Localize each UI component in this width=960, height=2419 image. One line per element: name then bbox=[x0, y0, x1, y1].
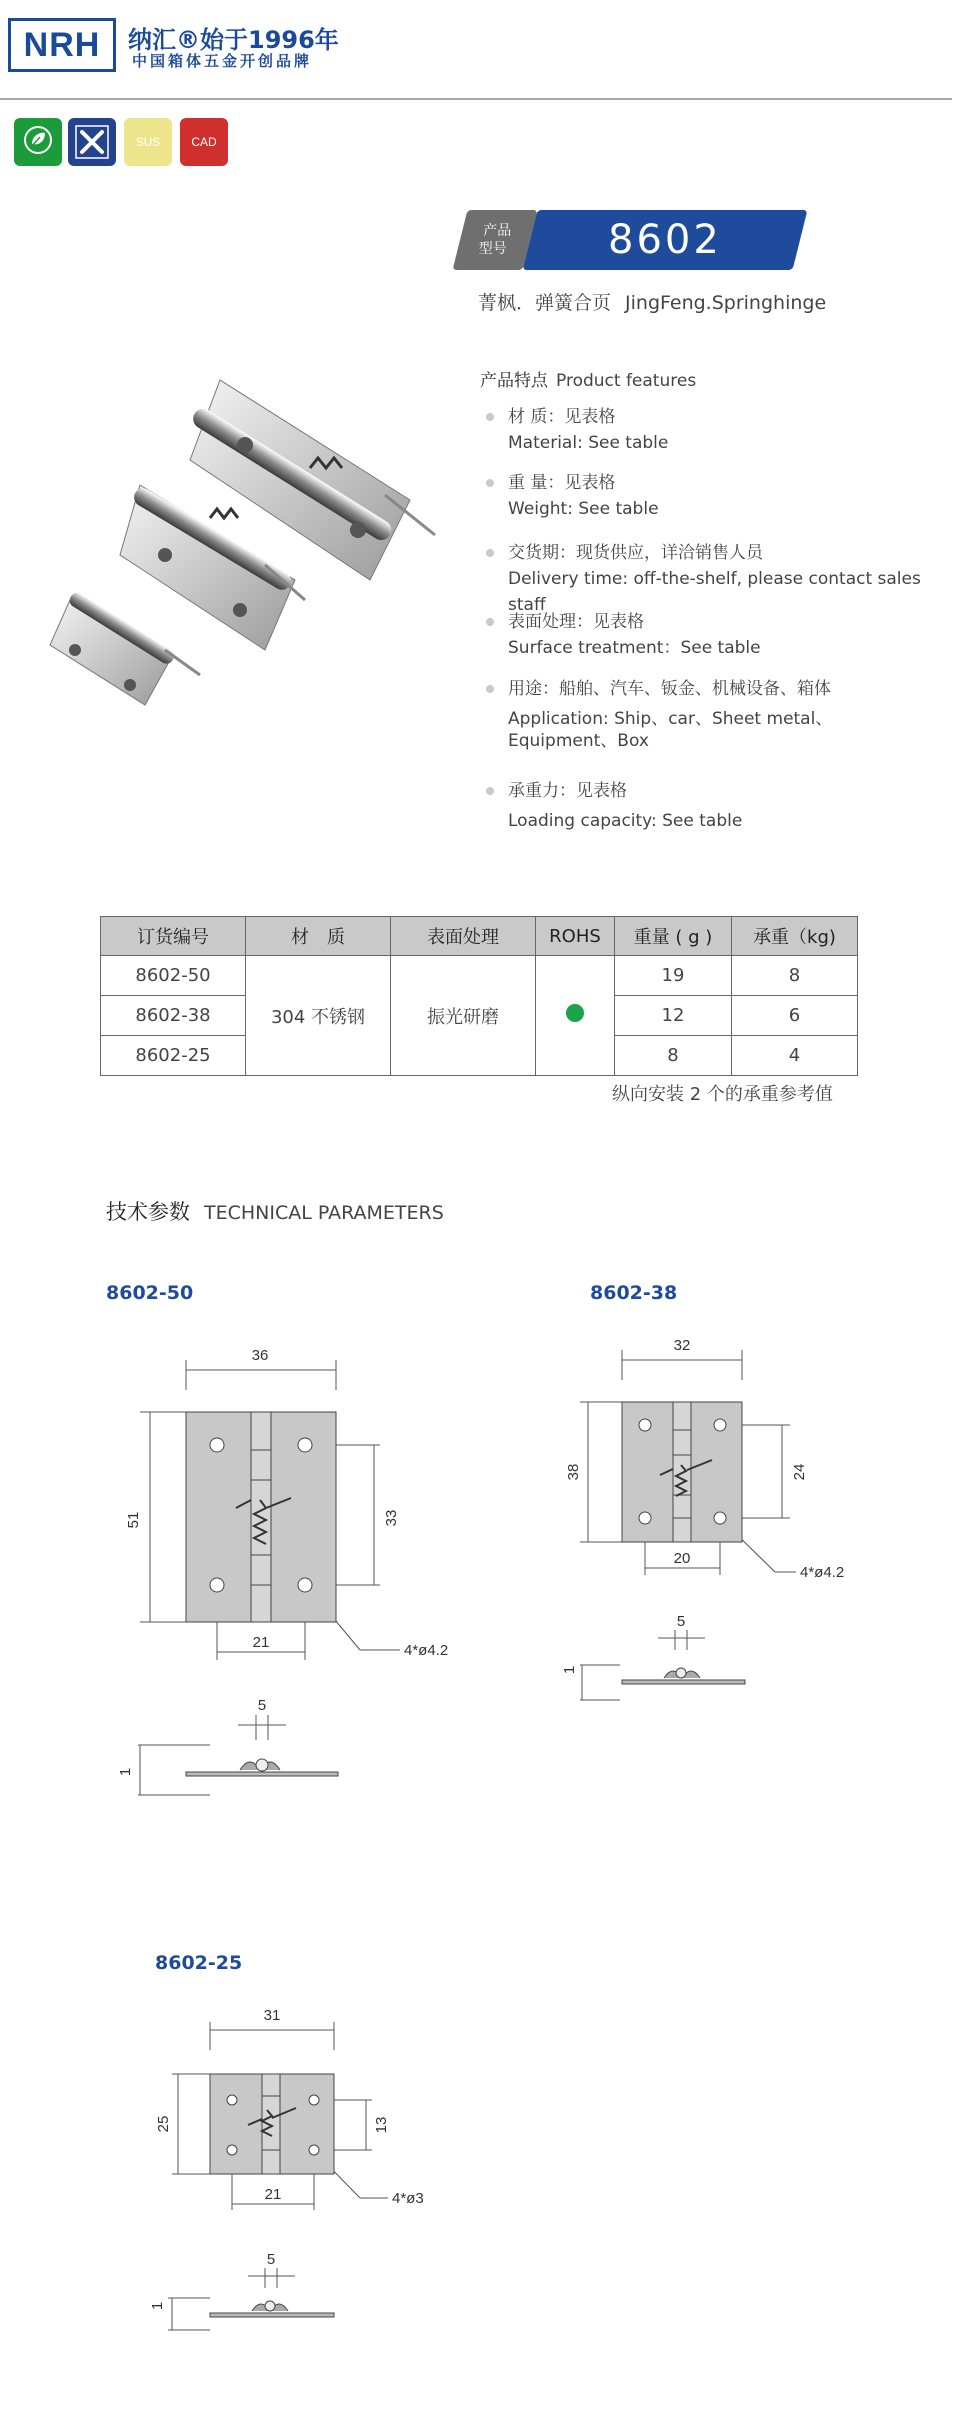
dim-holes: 4*ø4.2 bbox=[800, 1564, 845, 1581]
feature-application: 用途：船舶、汽车、钣金、机械设备、箱体 Application: Ship、car、Sheet metal、 Equipment、Box bbox=[488, 678, 832, 752]
col-order-code: 订货编号 bbox=[101, 917, 246, 956]
dim-thickness: 1 bbox=[149, 2301, 166, 2311]
dim-height: 38 bbox=[565, 1463, 582, 1481]
product-photo bbox=[40, 350, 460, 710]
drawing-label-8602-25: 8602-25 bbox=[155, 1952, 243, 1974]
material-cell: 304 不锈钢 bbox=[246, 956, 391, 1076]
dim-hole-span: 21 bbox=[252, 1634, 270, 1651]
dim-hole-spacing: 13 bbox=[373, 2116, 390, 2134]
table-note: 纵向安装 2 个的承重参考值 bbox=[612, 1084, 833, 1105]
dim-width: 36 bbox=[251, 1347, 269, 1364]
dim-width: 32 bbox=[673, 1337, 691, 1354]
col-material: 材 质 bbox=[246, 917, 391, 956]
feature-material: 材 质：见表格 Material: See table bbox=[488, 404, 668, 456]
dim-height: 51 bbox=[125, 1511, 142, 1529]
dim-thickness: 1 bbox=[117, 1767, 134, 1777]
row-load: 8 bbox=[732, 956, 858, 996]
drawing-label-8602-50: 8602-50 bbox=[106, 1282, 194, 1304]
row-code: 8602-50 bbox=[101, 956, 246, 996]
feature-surface: 表面处理：见表格 Surface treatment：See table bbox=[488, 609, 761, 661]
spec-table-header bbox=[101, 917, 858, 956]
dim-pin: 5 bbox=[257, 1697, 267, 1714]
feature-delivery: 交货期：现货供应，详洽销售人员 Delivery time: off-the-shelf, please contact sales staff bbox=[488, 540, 960, 618]
table-row bbox=[101, 956, 858, 996]
row-weight: 12 bbox=[615, 996, 732, 1036]
dim-hole-spacing: 24 bbox=[791, 1463, 808, 1481]
product-subtitle: 菁枫．弹簧合页 JingFeng.Springhinge bbox=[478, 292, 827, 314]
feature-loading: 承重力：见表格 Loading capacity: See table bbox=[488, 778, 742, 834]
row-weight: 19 bbox=[615, 956, 732, 996]
drawing-8602-50 bbox=[110, 1340, 470, 1810]
rohs-cell bbox=[536, 956, 615, 1076]
dim-hole-spacing: 33 bbox=[383, 1509, 400, 1527]
dim-width: 31 bbox=[263, 2007, 281, 2024]
dim-height: 25 bbox=[155, 2115, 172, 2133]
surface-cell: 振光研磨 bbox=[391, 956, 536, 1076]
header-divider bbox=[0, 98, 952, 100]
tools-icon bbox=[68, 118, 116, 166]
row-code: 8602-25 bbox=[101, 1036, 246, 1076]
brand-slogan: 纳汇®始于1996年 bbox=[128, 26, 339, 54]
rohs-compliant-icon bbox=[566, 1004, 584, 1022]
model-label: 产品 型号 bbox=[453, 210, 538, 270]
drawing-8602-38 bbox=[560, 1330, 900, 1710]
drawing-8602-25 bbox=[140, 2000, 460, 2340]
features-title: 产品特点 Product features bbox=[480, 371, 697, 391]
brand-tagline: 中国箱体五金开创品牌 bbox=[132, 52, 313, 70]
spec-table bbox=[100, 916, 858, 1076]
row-load: 4 bbox=[732, 1036, 858, 1076]
col-rohs: ROHS bbox=[536, 917, 615, 956]
dim-holes: 4*ø3 bbox=[392, 2190, 424, 2207]
model-number: 8602 bbox=[523, 210, 808, 270]
col-load: 承重（kg) bbox=[732, 917, 858, 956]
col-surface: 表面处理 bbox=[391, 917, 536, 956]
hinge-small bbox=[50, 590, 200, 705]
row-code: 8602-38 bbox=[101, 996, 246, 1036]
dim-hole-span: 21 bbox=[264, 2186, 282, 2203]
brand-logo: NRH bbox=[8, 18, 116, 72]
eco-leaf-icon bbox=[14, 118, 62, 166]
col-weight: 重量 ( g ) bbox=[615, 917, 732, 956]
row-weight: 8 bbox=[615, 1036, 732, 1076]
cad-badge: CAD bbox=[180, 118, 228, 166]
technical-title: 技术参数 TECHNICAL PARAMETERS bbox=[106, 1200, 444, 1224]
dim-hole-span: 20 bbox=[673, 1550, 691, 1567]
drawing-label-8602-38: 8602-38 bbox=[590, 1282, 678, 1304]
dim-pin: 5 bbox=[676, 1613, 686, 1630]
dim-thickness: 1 bbox=[561, 1665, 578, 1675]
dim-pin: 5 bbox=[266, 2251, 276, 2268]
row-load: 6 bbox=[732, 996, 858, 1036]
sus-badge: SUS bbox=[124, 118, 172, 166]
dim-holes: 4*ø4.2 bbox=[404, 1642, 449, 1659]
feature-weight: 重 量：见表格 Weight: See table bbox=[488, 470, 659, 522]
